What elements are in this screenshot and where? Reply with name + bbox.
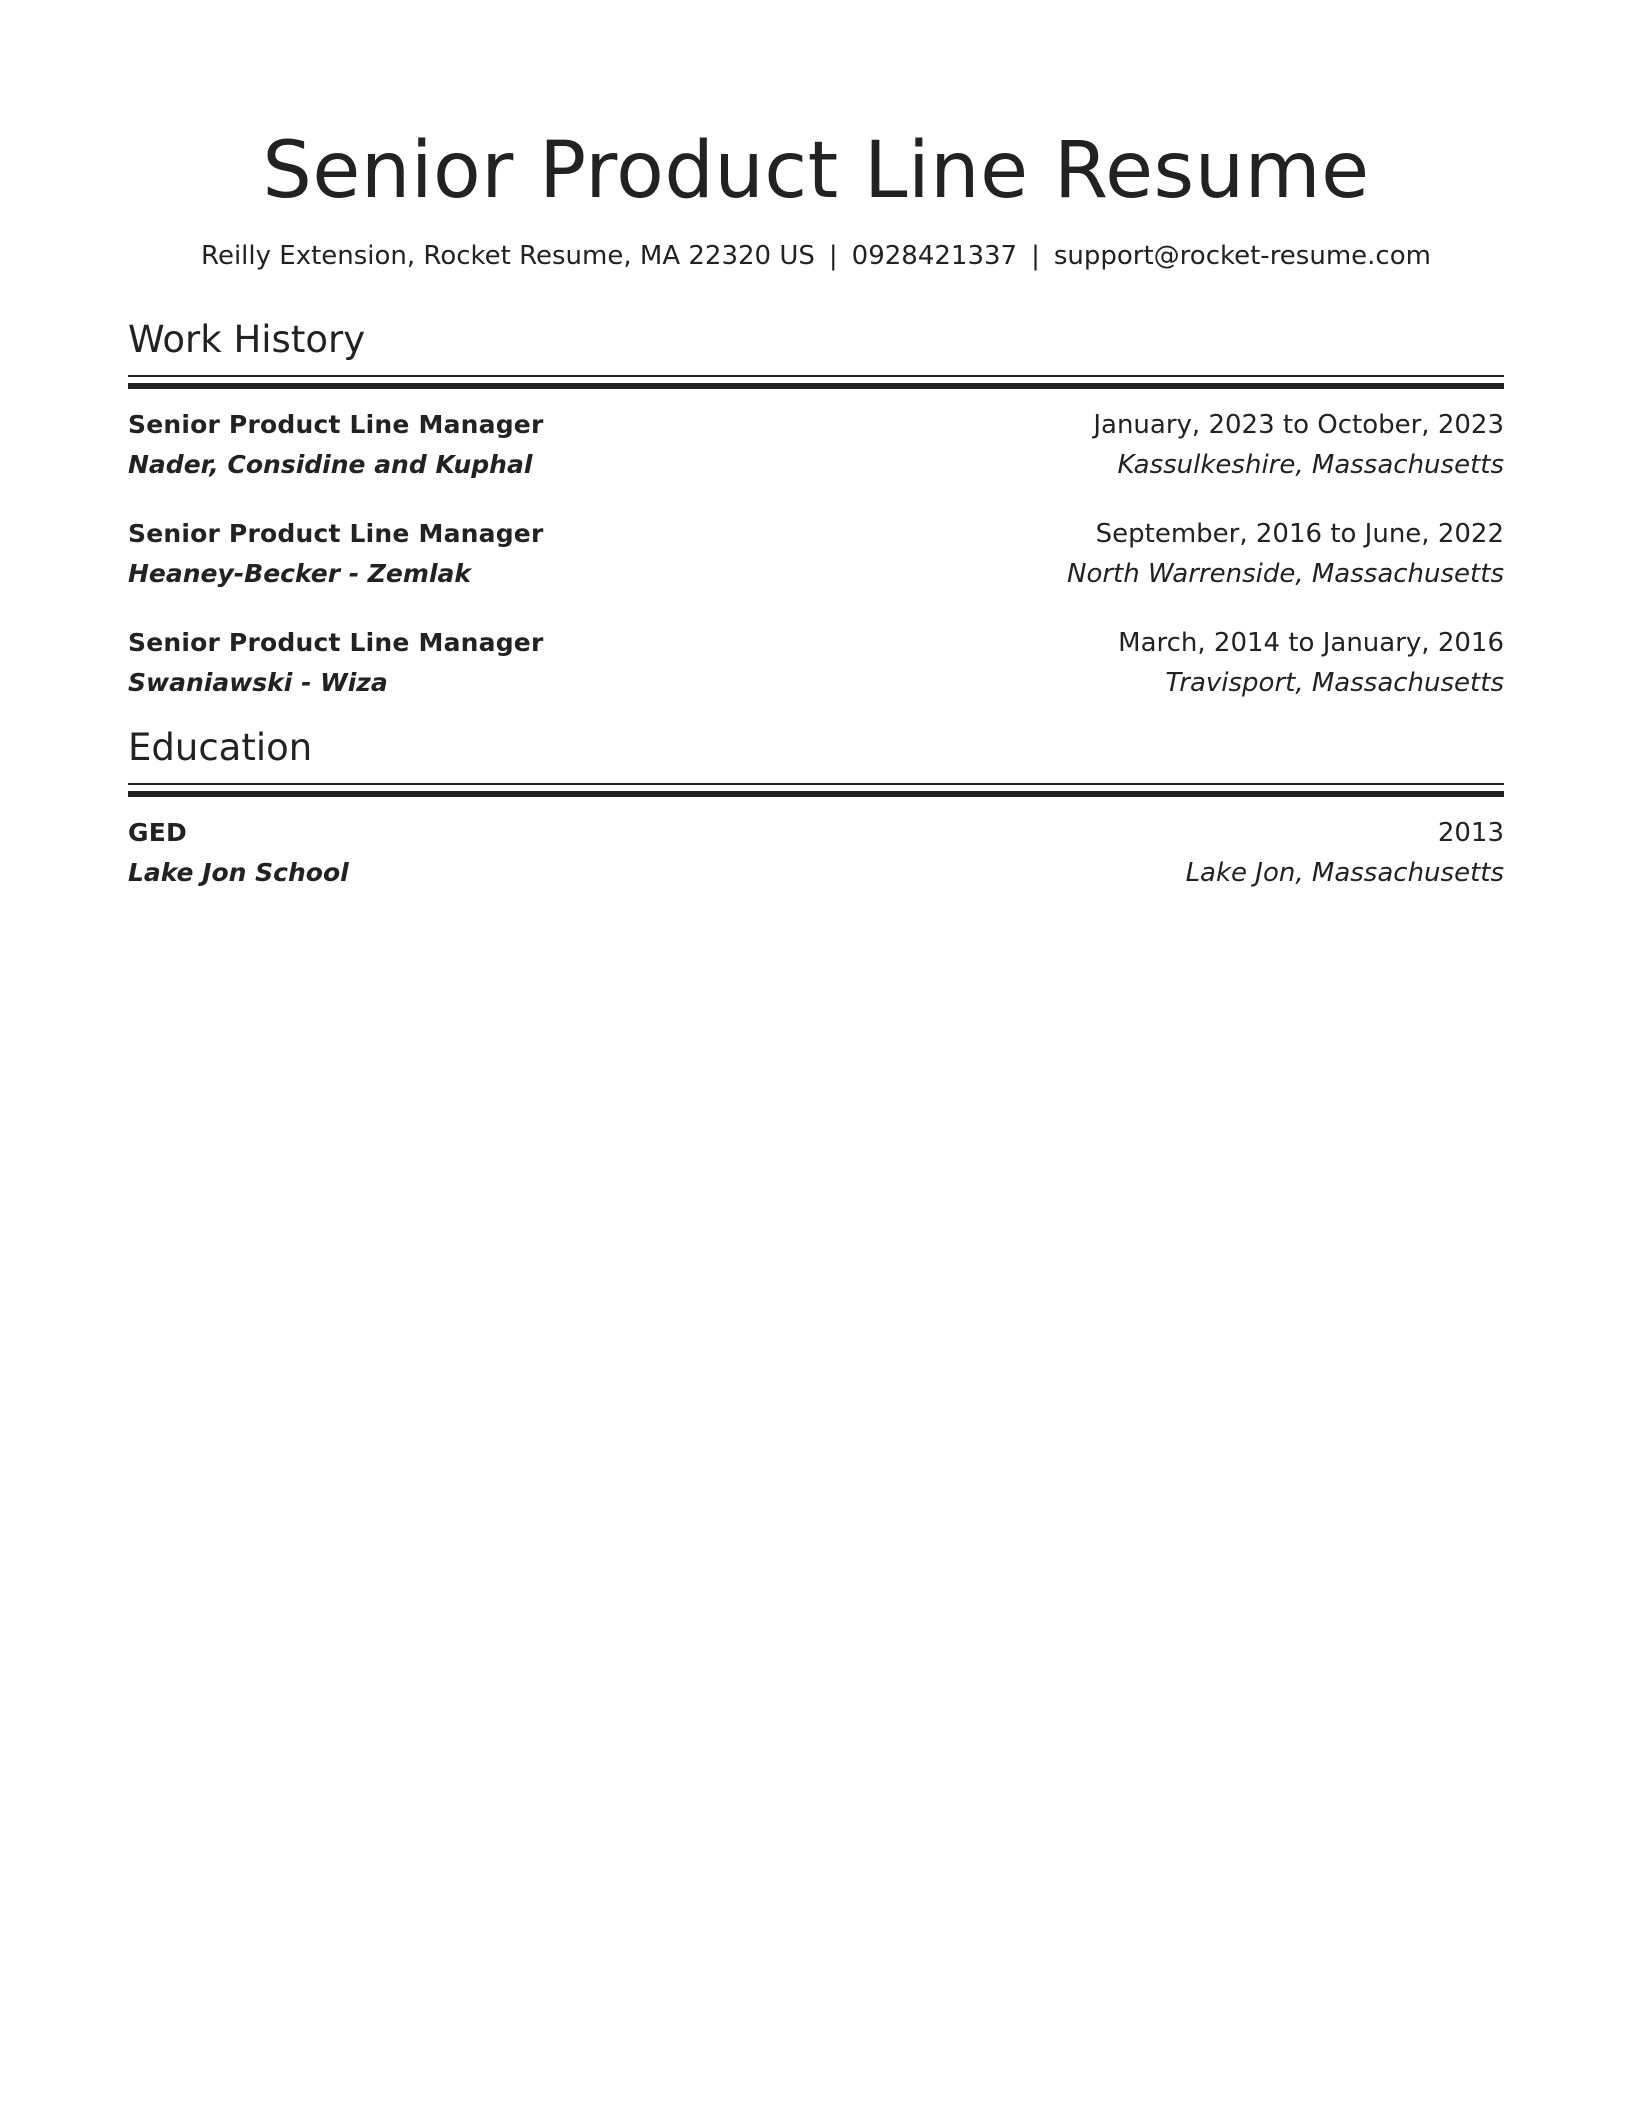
section-divider-thin: [128, 375, 1504, 377]
work-entry: [128, 623, 1504, 703]
job-title: Senior Product Line Manager: [128, 628, 544, 657]
education-entry: [128, 813, 1504, 893]
graduation-year: 2013: [1437, 818, 1504, 848]
job-title: Senior Product Line Manager: [128, 519, 544, 548]
job-location: North Warrenside, Massachusetts: [1067, 559, 1504, 589]
contact-info: [0, 238, 1632, 274]
job-location: Travisport, Massachusetts: [1165, 668, 1504, 698]
company-name: Swaniawski - Wiza: [128, 668, 388, 697]
school-location: Lake Jon, Massachusetts: [1185, 858, 1504, 888]
company-name: Heaney-Becker - Zemlak: [128, 559, 472, 588]
job-location: Kassulkeshire, Massachusetts: [1117, 450, 1504, 480]
degree: GED: [128, 818, 187, 847]
job-dates: September, 2016 to June, 2022: [1095, 519, 1504, 549]
contact-separator: |: [1031, 241, 1040, 271]
resume-title: Senior Product Line Resume: [262, 126, 1370, 216]
section-heading-work-history: Work History: [128, 318, 366, 361]
education-section: [128, 724, 1504, 893]
contact-phone: 0928421337: [851, 241, 1018, 271]
contact-address: Reilly Extension, Rocket Resume, MA 22320 US: [201, 241, 815, 271]
work-history-section: [128, 316, 1504, 703]
job-dates: January, 2023 to October, 2023: [1093, 410, 1504, 440]
work-entry: [128, 514, 1504, 594]
job-title: Senior Product Line Manager: [128, 410, 544, 439]
contact-separator: |: [828, 241, 838, 271]
company-name: Nader, Considine and Kuphal: [128, 450, 533, 479]
section-heading-education: Education: [128, 726, 313, 769]
work-entry: [128, 405, 1504, 485]
school-name: Lake Jon School: [128, 858, 349, 887]
section-divider-thin: [128, 783, 1504, 785]
contact-email: support@rocket-resume.com: [1053, 241, 1431, 271]
job-dates: March, 2014 to January, 2016: [1118, 628, 1504, 658]
